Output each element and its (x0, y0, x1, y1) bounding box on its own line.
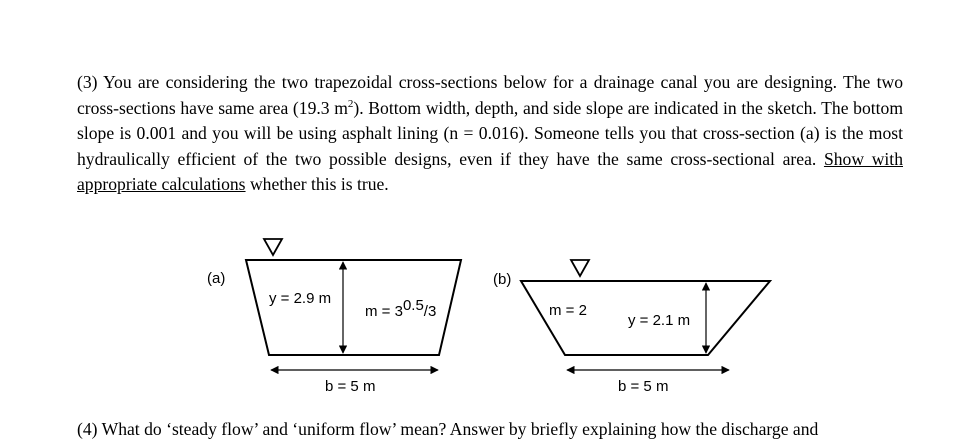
depth-label-a: y = 2.9 m (269, 290, 332, 307)
slope-prefix-a: m = 3 (365, 303, 403, 320)
section-b-label: (b) (493, 271, 512, 288)
slope-suffix-a: /3 (423, 303, 437, 320)
slope-exponent-a: 0.5 (402, 297, 424, 314)
slope-label-b: m = 2 (549, 302, 587, 319)
problem-4-text: (4) What do ‘steady flow’ and ‘uniform flow’ mean? Answer by briefly explaining how the discharge and (77, 419, 819, 439)
bottom-width-label-a: b = 5 m (325, 378, 376, 395)
bottom-width-label-b: b = 5 m (618, 378, 669, 395)
slope-label-a (365, 297, 436, 320)
cross-section-b (493, 260, 770, 395)
section-a-label: (a) (207, 270, 226, 287)
area-exponent: 2 (347, 97, 354, 110)
underlined-instruction: Show with appropriate calculations (77, 148, 903, 195)
cross-section-a (207, 239, 461, 395)
depth-label-b: y = 2.1 m (628, 312, 691, 329)
problem-3-part2: ). Bottom width, depth, and side slope are indicated in the sketch. The bottom slope is 0.001 and you will be using asphalt lining (n = 0.016). Someone tells you that cross-section (a) is the most hydraulically efficient of the two possible designs, even if they have the same cross-sectional area. (77, 97, 903, 169)
problem-3-part3: whether this is true. (245, 174, 389, 195)
water-surface-icon-b (571, 260, 589, 276)
water-surface-icon-a (264, 239, 282, 255)
problem-3-part1: (3) You are considering the two trapezoidal cross-sections below for a drainage canal you are designing. The two cross-sections have same area (19.3 m (77, 72, 903, 118)
